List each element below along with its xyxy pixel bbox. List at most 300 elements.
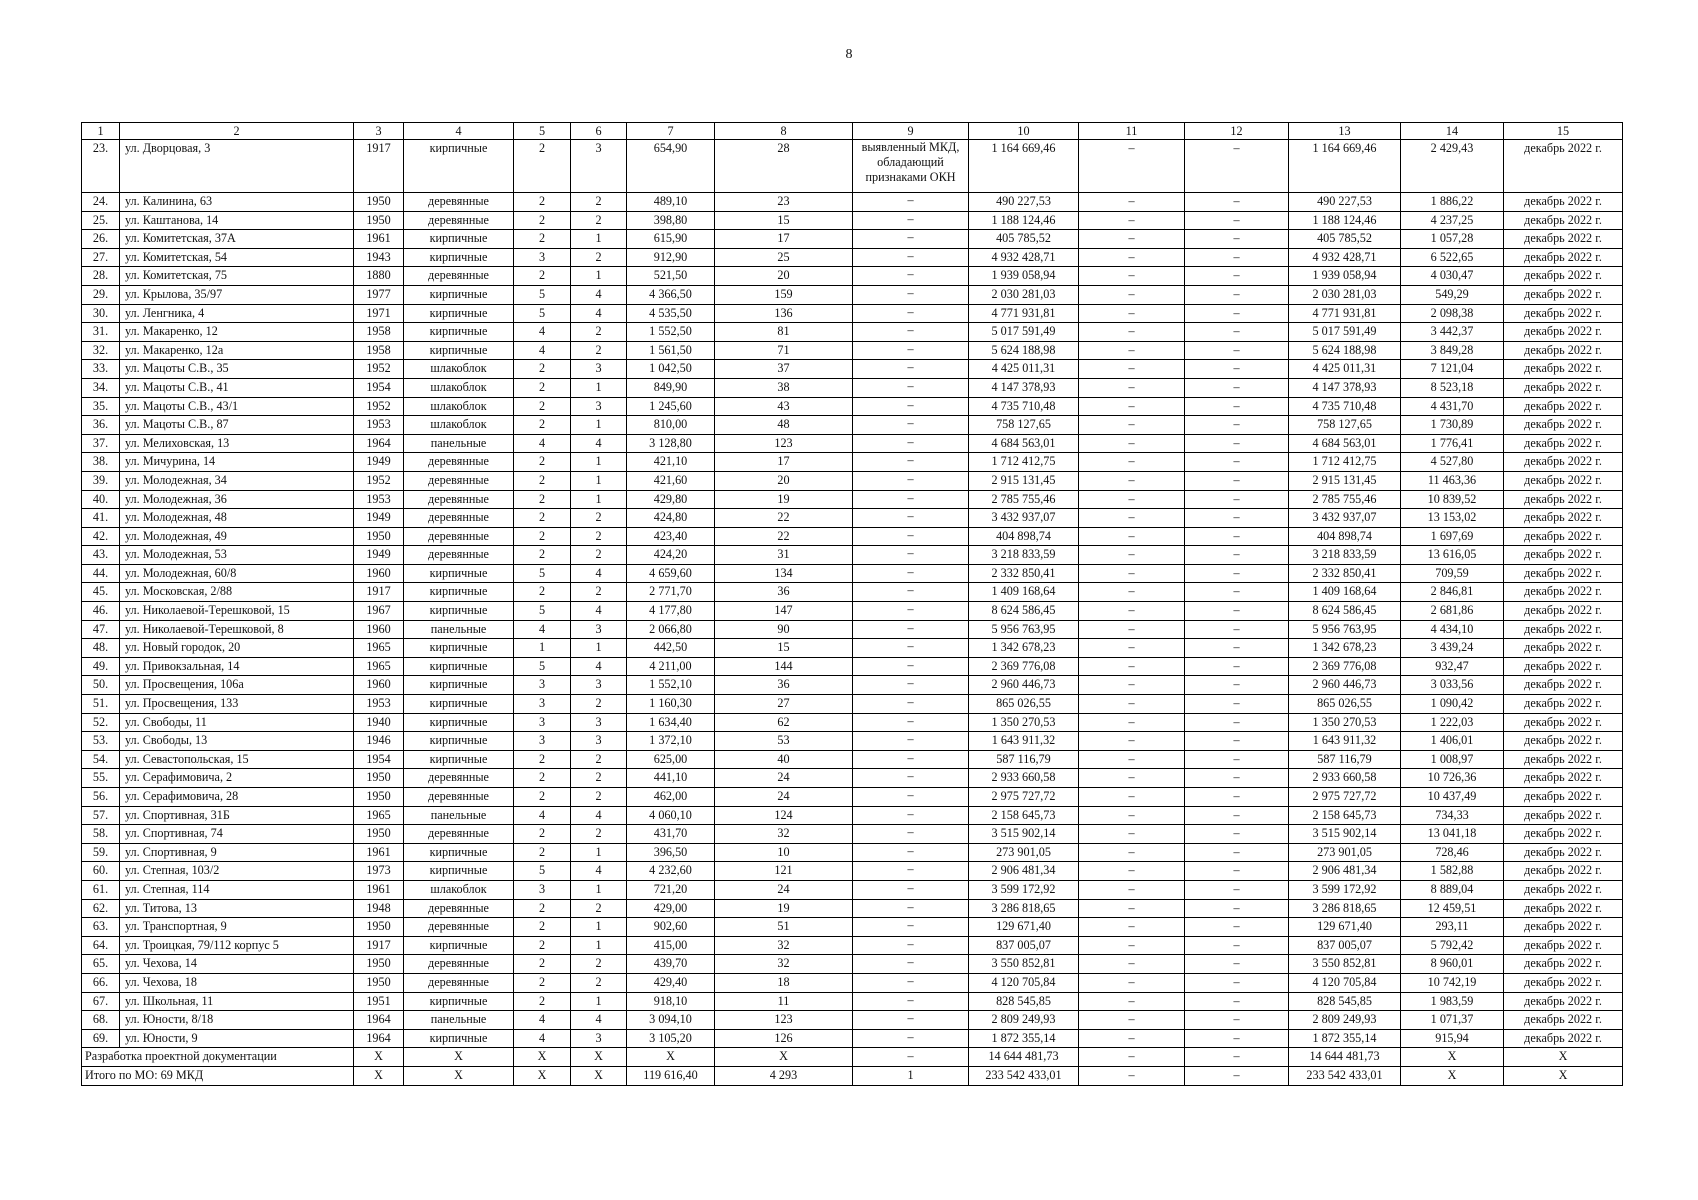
- table-cell-col-10: 5 017 591,49: [969, 323, 1079, 342]
- table-cell-col-5: 4: [514, 1011, 571, 1030]
- table-cell-col-14: 10 437,49: [1401, 788, 1504, 807]
- table-cell-col-13: 4 684 563,01: [1289, 434, 1401, 453]
- table-cell-col-10: 273 901,05: [969, 843, 1079, 862]
- table-cell-col-13: 2 975 727,72: [1289, 788, 1401, 807]
- table-cell-col-3: 1965: [354, 639, 404, 658]
- table-cell-col-15: декабрь 2022 г.: [1504, 732, 1623, 751]
- table-cell-col-9: –: [853, 657, 969, 676]
- table-cell-col-11: –: [1079, 973, 1185, 992]
- table-cell-col-14: 3 849,28: [1401, 341, 1504, 360]
- table-row: [82, 267, 1623, 286]
- table-cell-col-8: 51: [715, 918, 853, 937]
- table-cell-col-4: кирпичные: [404, 230, 514, 249]
- table-cell-col-9: –: [853, 936, 969, 955]
- summary-cell-col-9: –: [853, 1048, 969, 1067]
- table-cell-col-6: 2: [571, 788, 627, 807]
- table-cell-col-2: ул. Дворцовая, 3: [120, 140, 354, 193]
- table-cell-col-7: 4 211,00: [627, 657, 715, 676]
- table-cell-col-7: 396,50: [627, 843, 715, 862]
- table-cell-col-9: –: [853, 323, 969, 342]
- table-cell-col-14: 5 792,42: [1401, 936, 1504, 955]
- table-cell-col-11: –: [1079, 211, 1185, 230]
- table-cell-col-5: 5: [514, 285, 571, 304]
- table-cell-col-14: 3 439,24: [1401, 639, 1504, 658]
- table-cell-col-14: 8 889,04: [1401, 880, 1504, 899]
- table-cell-col-2: ул. Спортивная, 74: [120, 825, 354, 844]
- table-cell-col-5: 2: [514, 843, 571, 862]
- table-cell-col-10: 1 164 669,46: [969, 140, 1079, 193]
- table-cell-col-13: 2 030 281,03: [1289, 285, 1401, 304]
- table-cell-col-10: 758 127,65: [969, 416, 1079, 435]
- table-cell-col-11: –: [1079, 304, 1185, 323]
- table-cell-col-13: 2 933 660,58: [1289, 769, 1401, 788]
- table-cell-col-12: –: [1185, 788, 1289, 807]
- table-row: [82, 880, 1623, 899]
- table-cell-col-11: –: [1079, 899, 1185, 918]
- table-cell-col-3: 1971: [354, 304, 404, 323]
- table-cell-col-8: 22: [715, 527, 853, 546]
- table-cell-col-3: 1953: [354, 416, 404, 435]
- table-cell-col-7: 1 552,10: [627, 676, 715, 695]
- table-cell-col-9: –: [853, 397, 969, 416]
- table-cell-col-4: кирпичные: [404, 341, 514, 360]
- table-cell-col-15: декабрь 2022 г.: [1504, 248, 1623, 267]
- table-cell-col-4: кирпичные: [404, 583, 514, 602]
- table-cell-col-1: 60.: [82, 862, 120, 881]
- table-cell-col-13: 273 901,05: [1289, 843, 1401, 862]
- table-row: [82, 323, 1623, 342]
- summary-cell-col-5: X: [514, 1048, 571, 1067]
- table-row: [82, 509, 1623, 528]
- table-cell-col-10: 4 425 011,31: [969, 360, 1079, 379]
- table-cell-col-1: 58.: [82, 825, 120, 844]
- summary-cell-col-7: X: [627, 1048, 715, 1067]
- table-cell-col-4: деревянные: [404, 490, 514, 509]
- table-cell-col-13: 2 915 131,45: [1289, 471, 1401, 490]
- table-cell-col-10: 3 599 172,92: [969, 880, 1079, 899]
- table-cell-col-11: –: [1079, 248, 1185, 267]
- table-row: [82, 564, 1623, 583]
- table-row: [82, 248, 1623, 267]
- table-row: [82, 546, 1623, 565]
- table-cell-col-5: 2: [514, 955, 571, 974]
- table-cell-col-8: 121: [715, 862, 853, 881]
- table-cell-col-12: –: [1185, 676, 1289, 695]
- table-cell-col-6: 4: [571, 564, 627, 583]
- table-cell-col-15: декабрь 2022 г.: [1504, 918, 1623, 937]
- summary-cell-col-14: X: [1401, 1066, 1504, 1085]
- table-cell-col-13: 5 017 591,49: [1289, 323, 1401, 342]
- table-cell-col-4: деревянные: [404, 955, 514, 974]
- table-cell-col-13: 3 515 902,14: [1289, 825, 1401, 844]
- table-cell-col-2: ул. Транспортная, 9: [120, 918, 354, 937]
- table-cell-col-13: 1 939 058,94: [1289, 267, 1401, 286]
- table-cell-col-9: –: [853, 955, 969, 974]
- table-cell-col-9: –: [853, 471, 969, 490]
- table-cell-col-1: 38.: [82, 453, 120, 472]
- table-cell-col-1: 31.: [82, 323, 120, 342]
- table-cell-col-2: ул. Свободы, 13: [120, 732, 354, 751]
- table-cell-col-11: –: [1079, 490, 1185, 509]
- table-cell-col-1: 67.: [82, 992, 120, 1011]
- table-cell-col-7: 431,70: [627, 825, 715, 844]
- table-cell-col-9: –: [853, 862, 969, 881]
- table-row: [82, 899, 1623, 918]
- table-cell-col-12: –: [1185, 695, 1289, 714]
- table-cell-col-6: 2: [571, 769, 627, 788]
- table-cell-col-3: 1917: [354, 583, 404, 602]
- table-cell-col-9: –: [853, 230, 969, 249]
- table-cell-col-14: 734,33: [1401, 806, 1504, 825]
- table-cell-col-5: 2: [514, 973, 571, 992]
- table-cell-col-14: 3 033,56: [1401, 676, 1504, 695]
- table-cell-col-7: 2 066,80: [627, 620, 715, 639]
- table-cell-col-9: –: [853, 806, 969, 825]
- table-cell-col-12: –: [1185, 267, 1289, 286]
- table-cell-col-9: –: [853, 620, 969, 639]
- table-cell-col-13: 4 425 011,31: [1289, 360, 1401, 379]
- table-cell-col-13: 2 960 446,73: [1289, 676, 1401, 695]
- table-cell-col-15: декабрь 2022 г.: [1504, 564, 1623, 583]
- table-cell-col-6: 1: [571, 918, 627, 937]
- table-cell-col-1: 63.: [82, 918, 120, 937]
- table-cell-col-1: 47.: [82, 620, 120, 639]
- table-cell-col-12: –: [1185, 657, 1289, 676]
- table-cell-col-12: –: [1185, 862, 1289, 881]
- column-number-15: 15: [1504, 123, 1623, 140]
- table-cell-col-4: кирпичные: [404, 248, 514, 267]
- table-cell-col-14: 1 730,89: [1401, 416, 1504, 435]
- table-cell-col-2: ул. Новый городок, 20: [120, 639, 354, 658]
- table-cell-col-4: деревянные: [404, 509, 514, 528]
- table-cell-col-3: 1960: [354, 564, 404, 583]
- table-cell-col-4: кирпичные: [404, 140, 514, 193]
- table-cell-col-15: декабрь 2022 г.: [1504, 880, 1623, 899]
- table-cell-col-5: 2: [514, 378, 571, 397]
- table-cell-col-9: –: [853, 193, 969, 212]
- table-cell-col-13: 4 932 428,71: [1289, 248, 1401, 267]
- table-cell-col-8: 32: [715, 825, 853, 844]
- table-cell-col-11: –: [1079, 750, 1185, 769]
- table-cell-col-13: 865 026,55: [1289, 695, 1401, 714]
- table-cell-col-9: –: [853, 769, 969, 788]
- table-cell-col-13: 129 671,40: [1289, 918, 1401, 937]
- table-cell-col-14: 4 431,70: [1401, 397, 1504, 416]
- table-cell-col-9: –: [853, 527, 969, 546]
- table-cell-col-13: 4 771 931,81: [1289, 304, 1401, 323]
- table-cell-col-5: 5: [514, 862, 571, 881]
- table-cell-col-6: 2: [571, 509, 627, 528]
- table-cell-col-1: 27.: [82, 248, 120, 267]
- table-cell-col-9: –: [853, 899, 969, 918]
- table-cell-col-7: 1 372,10: [627, 732, 715, 751]
- table-cell-col-2: ул. Мичурина, 14: [120, 453, 354, 472]
- table-cell-col-5: 2: [514, 471, 571, 490]
- table-cell-col-6: 1: [571, 471, 627, 490]
- table-cell-col-12: –: [1185, 230, 1289, 249]
- table-cell-col-10: 1 643 911,32: [969, 732, 1079, 751]
- table-cell-col-5: 5: [514, 304, 571, 323]
- table-cell-col-1: 28.: [82, 267, 120, 286]
- table-cell-col-2: ул. Степная, 103/2: [120, 862, 354, 881]
- table-cell-col-6: 3: [571, 676, 627, 695]
- table-cell-col-2: ул. Комитетская, 37А: [120, 230, 354, 249]
- column-number-9: 9: [853, 123, 969, 140]
- table-cell-col-8: 36: [715, 676, 853, 695]
- table-cell-col-8: 90: [715, 620, 853, 639]
- table-cell-col-10: 1 409 168,64: [969, 583, 1079, 602]
- table-row: [82, 434, 1623, 453]
- table-cell-col-8: 28: [715, 140, 853, 193]
- table-cell-col-14: 1 008,97: [1401, 750, 1504, 769]
- table-cell-col-1: 24.: [82, 193, 120, 212]
- table-cell-col-9: –: [853, 248, 969, 267]
- table-row: [82, 806, 1623, 825]
- table-cell-col-6: 2: [571, 546, 627, 565]
- table-cell-col-3: 1965: [354, 657, 404, 676]
- table-cell-col-13: 5 956 763,95: [1289, 620, 1401, 639]
- table-cell-col-10: 5 624 188,98: [969, 341, 1079, 360]
- table-cell-col-4: кирпичные: [404, 304, 514, 323]
- column-number-2: 2: [120, 123, 354, 140]
- table-cell-col-8: 19: [715, 490, 853, 509]
- table-cell-col-14: 915,94: [1401, 1029, 1504, 1048]
- table-cell-col-9: –: [853, 880, 969, 899]
- table-cell-col-14: 12 459,51: [1401, 899, 1504, 918]
- column-number-3: 3: [354, 123, 404, 140]
- summary-cell-col-10: 233 542 433,01: [969, 1066, 1079, 1085]
- summary-cell-col-11: –: [1079, 1048, 1185, 1067]
- table-cell-col-6: 1: [571, 267, 627, 286]
- table-cell-col-4: кирпичные: [404, 843, 514, 862]
- column-number-13: 13: [1289, 123, 1401, 140]
- table-cell-col-10: 1 872 355,14: [969, 1029, 1079, 1048]
- table-cell-col-10: 865 026,55: [969, 695, 1079, 714]
- table-cell-col-8: 124: [715, 806, 853, 825]
- table-cell-col-4: панельные: [404, 434, 514, 453]
- table-cell-col-15: декабрь 2022 г.: [1504, 936, 1623, 955]
- table-cell-col-7: 424,20: [627, 546, 715, 565]
- table-cell-col-7: 521,50: [627, 267, 715, 286]
- table-cell-col-14: 1 983,59: [1401, 992, 1504, 1011]
- table-cell-col-4: деревянные: [404, 527, 514, 546]
- table-cell-col-1: 52.: [82, 713, 120, 732]
- table-cell-col-2: ул. Чехова, 18: [120, 973, 354, 992]
- table-cell-col-4: кирпичные: [404, 323, 514, 342]
- column-number-10: 10: [969, 123, 1079, 140]
- table-cell-col-15: декабрь 2022 г.: [1504, 657, 1623, 676]
- table-cell-col-7: 3 105,20: [627, 1029, 715, 1048]
- table-cell-col-3: 1954: [354, 750, 404, 769]
- table-cell-col-6: 2: [571, 583, 627, 602]
- table-cell-col-10: 1 712 412,75: [969, 453, 1079, 472]
- table-cell-col-6: 4: [571, 304, 627, 323]
- table-cell-col-2: ул. Николаевой-Терешковой, 15: [120, 602, 354, 621]
- table-cell-col-15: декабрь 2022 г.: [1504, 620, 1623, 639]
- table-cell-col-4: деревянные: [404, 825, 514, 844]
- table-cell-col-3: 1952: [354, 397, 404, 416]
- table-cell-col-13: 1 643 911,32: [1289, 732, 1401, 751]
- column-number-1: 1: [82, 123, 120, 140]
- table-cell-col-8: 23: [715, 193, 853, 212]
- table-cell-col-9: –: [853, 639, 969, 658]
- table-cell-col-8: 20: [715, 471, 853, 490]
- table-cell-col-12: –: [1185, 323, 1289, 342]
- table-cell-col-6: 1: [571, 378, 627, 397]
- table-cell-col-4: деревянные: [404, 546, 514, 565]
- table-cell-col-3: 1950: [354, 193, 404, 212]
- table-cell-col-4: кирпичные: [404, 564, 514, 583]
- table-cell-col-1: 59.: [82, 843, 120, 862]
- table-cell-col-6: 2: [571, 899, 627, 918]
- table-cell-col-11: –: [1079, 285, 1185, 304]
- table-cell-col-2: ул. Крылова, 35/97: [120, 285, 354, 304]
- table-cell-col-15: декабрь 2022 г.: [1504, 713, 1623, 732]
- table-cell-col-3: 1953: [354, 490, 404, 509]
- table-cell-col-7: 3 094,10: [627, 1011, 715, 1030]
- table-cell-col-1: 69.: [82, 1029, 120, 1048]
- table-cell-col-5: 2: [514, 527, 571, 546]
- summary-cell-col-7: 119 616,40: [627, 1066, 715, 1085]
- table-cell-col-15: декабрь 2022 г.: [1504, 546, 1623, 565]
- table-cell-col-14: 1 406,01: [1401, 732, 1504, 751]
- table-row: [82, 936, 1623, 955]
- table-cell-col-9: –: [853, 973, 969, 992]
- table-cell-col-14: 1 222,03: [1401, 713, 1504, 732]
- table-cell-col-7: 3 128,80: [627, 434, 715, 453]
- table-cell-col-9: –: [853, 453, 969, 472]
- table-cell-col-11: –: [1079, 862, 1185, 881]
- table-cell-col-3: 1948: [354, 899, 404, 918]
- summary-row: [82, 1066, 1623, 1085]
- table-cell-col-14: 1 697,69: [1401, 527, 1504, 546]
- table-cell-col-14: 2 846,81: [1401, 583, 1504, 602]
- table-row: [82, 862, 1623, 881]
- table-cell-col-15: декабрь 2022 г.: [1504, 862, 1623, 881]
- column-number-11: 11: [1079, 123, 1185, 140]
- table-cell-col-8: 27: [715, 695, 853, 714]
- table-cell-col-10: 828 545,85: [969, 992, 1079, 1011]
- table-cell-col-7: 442,50: [627, 639, 715, 658]
- table-cell-col-14: 11 463,36: [1401, 471, 1504, 490]
- summary-cell-col-10: 14 644 481,73: [969, 1048, 1079, 1067]
- table-cell-col-3: 1960: [354, 620, 404, 639]
- table-cell-col-9: –: [853, 1011, 969, 1030]
- table-cell-col-14: 3 442,37: [1401, 323, 1504, 342]
- table-cell-col-4: панельные: [404, 806, 514, 825]
- table-cell-col-3: 1964: [354, 1011, 404, 1030]
- summary-cell-col-4: X: [404, 1066, 514, 1085]
- table-cell-col-12: –: [1185, 620, 1289, 639]
- summary-cell-col-15: X: [1504, 1048, 1623, 1067]
- table-cell-col-9: –: [853, 788, 969, 807]
- table-cell-col-13: 3 218 833,59: [1289, 546, 1401, 565]
- table-cell-col-14: 10 839,52: [1401, 490, 1504, 509]
- table-cell-col-7: 625,00: [627, 750, 715, 769]
- table-cell-col-8: 159: [715, 285, 853, 304]
- table-cell-col-9: –: [853, 732, 969, 751]
- table-cell-col-3: 1950: [354, 788, 404, 807]
- table-cell-col-6: 4: [571, 285, 627, 304]
- table-cell-col-8: 32: [715, 936, 853, 955]
- table-cell-col-2: ул. Калинина, 63: [120, 193, 354, 212]
- table-cell-col-10: 3 550 852,81: [969, 955, 1079, 974]
- table-cell-col-10: 2 975 727,72: [969, 788, 1079, 807]
- table-cell-col-3: 1880: [354, 267, 404, 286]
- table-cell-col-9: –: [853, 1029, 969, 1048]
- table-cell-col-1: 30.: [82, 304, 120, 323]
- table-cell-col-1: 32.: [82, 341, 120, 360]
- table-cell-col-9: –: [853, 285, 969, 304]
- table-cell-col-8: 147: [715, 602, 853, 621]
- table-cell-col-15: декабрь 2022 г.: [1504, 973, 1623, 992]
- table-cell-col-11: –: [1079, 880, 1185, 899]
- table-cell-col-10: 3 286 818,65: [969, 899, 1079, 918]
- table-cell-col-15: декабрь 2022 г.: [1504, 490, 1623, 509]
- table-cell-col-5: 4: [514, 323, 571, 342]
- table-cell-col-11: –: [1079, 583, 1185, 602]
- table-row: [82, 676, 1623, 695]
- table-cell-col-12: –: [1185, 527, 1289, 546]
- table-cell-col-10: 3 515 902,14: [969, 825, 1079, 844]
- table-row: [82, 918, 1623, 937]
- table-cell-col-13: 404 898,74: [1289, 527, 1401, 546]
- table-cell-col-1: 62.: [82, 899, 120, 918]
- table-cell-col-7: 810,00: [627, 416, 715, 435]
- table-cell-col-11: –: [1079, 825, 1185, 844]
- summary-cell-col-9: 1: [853, 1066, 969, 1085]
- table-cell-col-13: 3 286 818,65: [1289, 899, 1401, 918]
- table-cell-col-11: –: [1079, 843, 1185, 862]
- table-cell-col-1: 61.: [82, 880, 120, 899]
- table-cell-col-11: –: [1079, 546, 1185, 565]
- table-cell-col-2: ул. Степная, 114: [120, 880, 354, 899]
- table-cell-col-10: 129 671,40: [969, 918, 1079, 937]
- table-cell-col-12: –: [1185, 750, 1289, 769]
- table-cell-col-6: 3: [571, 713, 627, 732]
- table-cell-col-1: 57.: [82, 806, 120, 825]
- table-cell-col-5: 2: [514, 750, 571, 769]
- table-cell-col-2: ул. Комитетская, 75: [120, 267, 354, 286]
- table-cell-col-7: 424,80: [627, 509, 715, 528]
- table-cell-col-7: 429,40: [627, 973, 715, 992]
- table-cell-col-11: –: [1079, 657, 1185, 676]
- column-number-header-row: [82, 123, 1623, 140]
- table-cell-col-5: 2: [514, 397, 571, 416]
- table-cell-col-11: –: [1079, 434, 1185, 453]
- table-cell-col-2: ул. Молодежная, 60/8: [120, 564, 354, 583]
- table-cell-col-4: кирпичные: [404, 862, 514, 881]
- table-cell-col-2: ул. Молодежная, 48: [120, 509, 354, 528]
- table-cell-col-12: –: [1185, 397, 1289, 416]
- table-cell-col-3: 1943: [354, 248, 404, 267]
- table-cell-col-2: ул. Ленгника, 4: [120, 304, 354, 323]
- table-cell-col-6: 2: [571, 973, 627, 992]
- table-cell-col-8: 15: [715, 639, 853, 658]
- table-cell-col-1: 25.: [82, 211, 120, 230]
- table-cell-col-11: –: [1079, 564, 1185, 583]
- table-cell-col-6: 3: [571, 140, 627, 193]
- summary-cell-col-4: X: [404, 1048, 514, 1067]
- table-cell-col-14: 4 527,80: [1401, 453, 1504, 472]
- table-cell-col-14: 13 041,18: [1401, 825, 1504, 844]
- table-cell-col-10: 490 227,53: [969, 193, 1079, 212]
- table-cell-col-4: деревянные: [404, 769, 514, 788]
- table-cell-col-8: 81: [715, 323, 853, 342]
- table-cell-col-5: 2: [514, 140, 571, 193]
- table-cell-col-3: 1954: [354, 378, 404, 397]
- table-cell-col-13: 1 872 355,14: [1289, 1029, 1401, 1048]
